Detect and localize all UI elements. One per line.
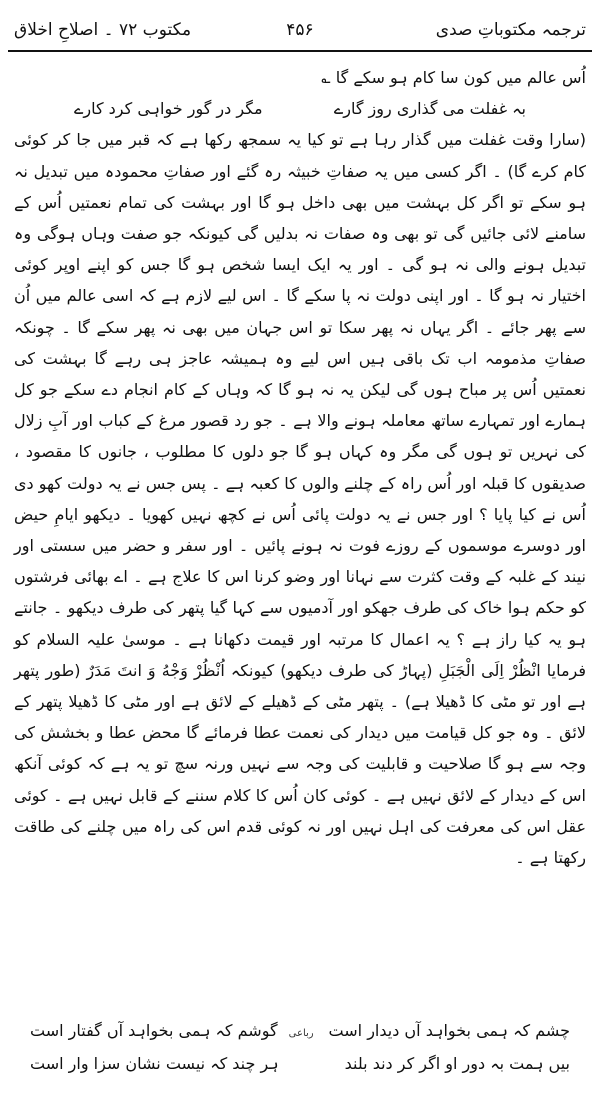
quatrain-line-4: ہر چند کہ نیست نشان سزا وار است bbox=[30, 1054, 279, 1073]
quatrain-line-2: گوشم کہ ہمی بخواہد آں گفتار است bbox=[30, 1021, 278, 1040]
quatrain-line-3: بیں ہمت بہ دور او اگر کر دند بلند bbox=[344, 1054, 570, 1073]
persian-couplet bbox=[14, 93, 586, 124]
page-header bbox=[8, 10, 592, 52]
page-number: ۴۵۶ bbox=[286, 20, 314, 40]
quatrain-label: رباعی bbox=[288, 1028, 314, 1039]
closing-quatrain bbox=[30, 1016, 570, 1079]
main-paragraph: (سارا وقت غفلت میں گذار رہا ہے تو کیا یہ سمجھ رکھا ہے کہ قبر میں جا کر کوئی کام کرے گا) ۔ اگر کسی میں یہ صفاتِ خبیثہ رہ گئے اور صفاتِ محمودہ میں تبدیل نہ ہو سکے تو اگر کل بہشت میں بھی داخل ہو گا اور بہشت کی تمام نعمتیں اُس کے سامنے لائی جائیں گی تو بھی وہ صفات نہ بدلیں گی کیونکہ جو صفت وہاں ہوگی وہ تبدیل ہونے والی نہ ہو گی ۔ اور یہ ایک ایسا شخص ہو گا جس کو اپنے اوپر کوئی اختیار نہ ہو گا ۔ اور اپنی دولت نہ پا سکے گا ۔ اس لیے لازم ہے کہ اسی عالم میں اُن سے پھر جائے ۔ اگر یہاں نہ پھر سکا تو اس جہان میں بھی نہ پھر سکے گا ۔ چونکہ صفاتِ مذمومہ اب تک باقی ہیں اس لیے وہ ہمیشہ عاجز ہی رہے گا بہشت کی نعمتیں اُس پر مباح ہوں گی لیکن یہ نہ ہو گا کہ وہاں کے کام انجام دے سکے جو کل ہمارے اور تمہارے ساتھ معاملہ ہونے والا ہے ۔ جو رد قصور مرغ کے کباب اور آبِ زلال کی نہریں تو ہوں گی مگر وہ کہاں ہو گا جو دلوں کا مطلوب ، جانوں کا مقصود ، صدیقوں کا قبلہ اور اُس راہ کے چلنے والوں کا کعبہ ہے ۔ پس جس نے یہ دولت کھو دی اُس نے کیا پایا ؟ اور جس نے یہ دولت پائی اُس نے کچھ نہیں کھویا ۔ دیکھو ایامِ حیض اور دوسرے موسموں کے روزے فوت نہ ہونے پائیں ۔ اور سفر و حضر میں سستی اور نیند کے غلبہ کے وقت کثرت سے نہانا اور وضو کرنا اس کا علاج ہے ۔ اے بھائی فرشتوں کو حکم ہوا خاک کی طرف جھکو اور آدمیوں سے کہا گیا پتھر کی طرف دیکھو ۔ جانتے ہو یہ کیا راز ہے ؟ یہ اعمال کا مرتبہ اور قیمت دکھانا ہے ۔ موسیٰ علیہ السلام کو فرمایا انْظُرْ اِلَى الْجَبَلِ (پہاڑ کی طرف دیکھو) کیونکہ اُنْظُرْ وَجْهُ وَ انتَ مَدَرٌ (طور پتھر ہے اور تو مٹی کا ڈھیلا ہے) ۔ پتھر مٹی کے ڈھیلے کے لائق ہے اور مٹی کا ڈھیلا پتھر کے لائق ۔ وہ جو کل قیامت میں دیدار کی نعمت عطا فرمائے گا محض عطا و بخشش کی وجہ سے ہو گا صلاحیت و قابلیت کی وجہ سے نہیں ورنہ سچ تو یہ ہے کہ کوئی آنکھ اس کے دیدار کے لائق نہیں ہے ۔ کوئی کان اُس کا کلام سننے کے قابل نہیں ہے ۔ کوئی عقل اس کی معرفت کی اہل نہیں اور نہ کوئی قدم اس کی راہ میں چلنے کی طاقت رکھتا ہے ۔ bbox=[14, 130, 586, 868]
quatrain-line-1: چشم کہ ہمی بخواہد آں دیدار است bbox=[328, 1021, 570, 1040]
quatrain-row-1 bbox=[30, 1016, 570, 1049]
letter-title: مکتوب ۷۲ ۔ اصلاحِ اخلاق bbox=[14, 20, 192, 40]
book-title: ترجمہ مکتوباتِ صدی bbox=[435, 20, 586, 40]
body-text bbox=[14, 62, 586, 873]
couplet-line-left: مگر در گور خواہی کرد کارے bbox=[74, 99, 263, 119]
couplet-line-right: بہ غفلت می گذاری روز گارے bbox=[333, 99, 526, 119]
couplet-intro: اُس عالم میں کون سا کام ہو سکے گا ؎ bbox=[321, 68, 586, 87]
quatrain-row-2 bbox=[30, 1049, 570, 1079]
